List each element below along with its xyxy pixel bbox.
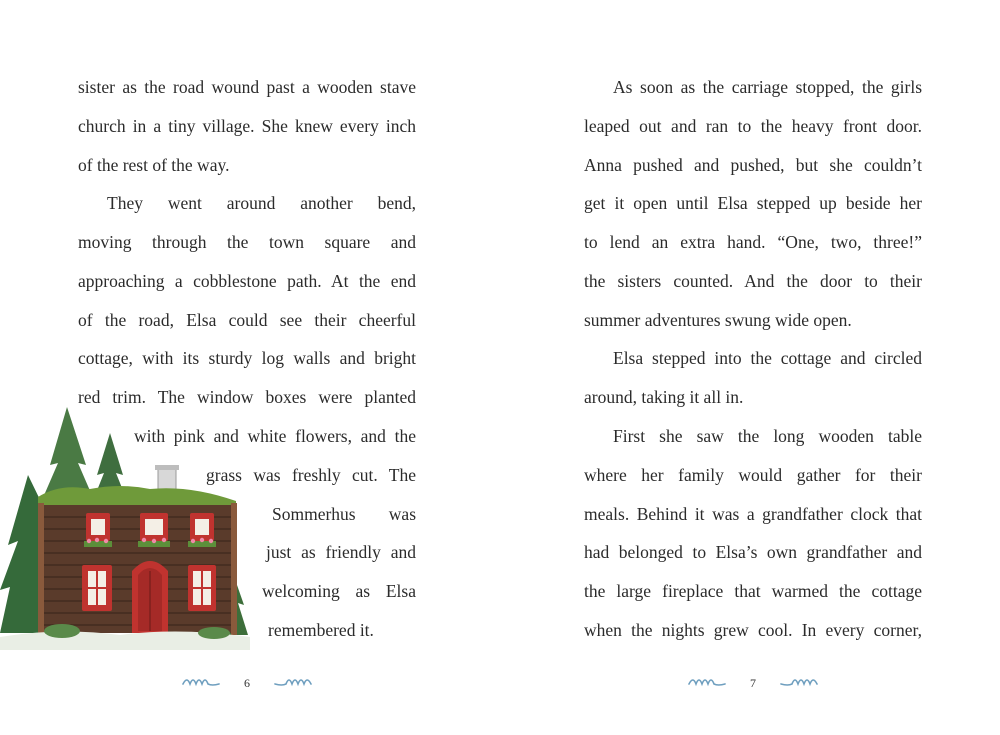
text-line: the large fireplace that warmed the cottage — [584, 581, 922, 601]
page-number: 6 — [244, 676, 250, 690]
text-line: sister as the road wound past a wooden stave — [78, 77, 416, 97]
text-line: meals. Behind it was a grandfather clock that — [584, 504, 922, 524]
text-line: where her family would gather for their — [584, 465, 922, 485]
text-line: approaching a cobblestone path. At the end — [78, 271, 416, 291]
text-line: First she saw the long wooden table — [613, 426, 922, 446]
text-line: welcoming as Elsa — [262, 581, 416, 601]
swirl-ornament-icon — [780, 674, 818, 688]
text-line: cottage, with its sturdy log walls and bright — [78, 348, 416, 368]
swirl-ornament-icon — [182, 674, 220, 688]
text-line: the sisters counted. And the door to their — [584, 271, 922, 291]
text-line: Elsa stepped into the cottage and circled — [613, 348, 922, 368]
text-line: church in a tiny village. She knew every inch — [78, 116, 416, 136]
text-line: with pink and white flowers, and the — [134, 426, 416, 446]
text-line: of the rest of the way. — [78, 155, 230, 175]
text-line: when the nights grew cool. In every corner, — [584, 620, 922, 640]
text-line: remembered it. — [268, 620, 374, 640]
cottage-illustration — [0, 405, 250, 650]
text-line: red trim. The window boxes were planted — [78, 387, 416, 407]
text-line: Sommerhus was — [272, 504, 416, 524]
text-line: had belonged to Elsa’s own grandfather and — [584, 542, 922, 562]
text-line: just as friendly and — [266, 542, 416, 562]
text-line: grass was freshly cut. The — [206, 465, 416, 485]
swirl-ornament-icon — [688, 674, 726, 688]
text-line: As soon as the carriage stopped, the girls — [613, 77, 922, 97]
text-line: leaped out and ran to the heavy front door. — [584, 116, 922, 136]
text-line: around, taking it all in. — [584, 387, 744, 407]
text-line: get it open until Elsa stepped up beside her — [584, 193, 922, 213]
text-line: moving through the town square and — [78, 232, 416, 252]
text-line: to lend an extra hand. “One, two, three!” — [584, 232, 922, 252]
text-line: of the road, Elsa could see their cheerful — [78, 310, 416, 330]
text-line: They went around another bend, — [107, 193, 416, 213]
text-line: summer adventures swung wide open. — [584, 310, 852, 330]
swirl-ornament-icon — [274, 674, 312, 688]
text-line: Anna pushed and pushed, but she couldn’t — [584, 155, 922, 175]
page-number: 7 — [750, 676, 756, 690]
